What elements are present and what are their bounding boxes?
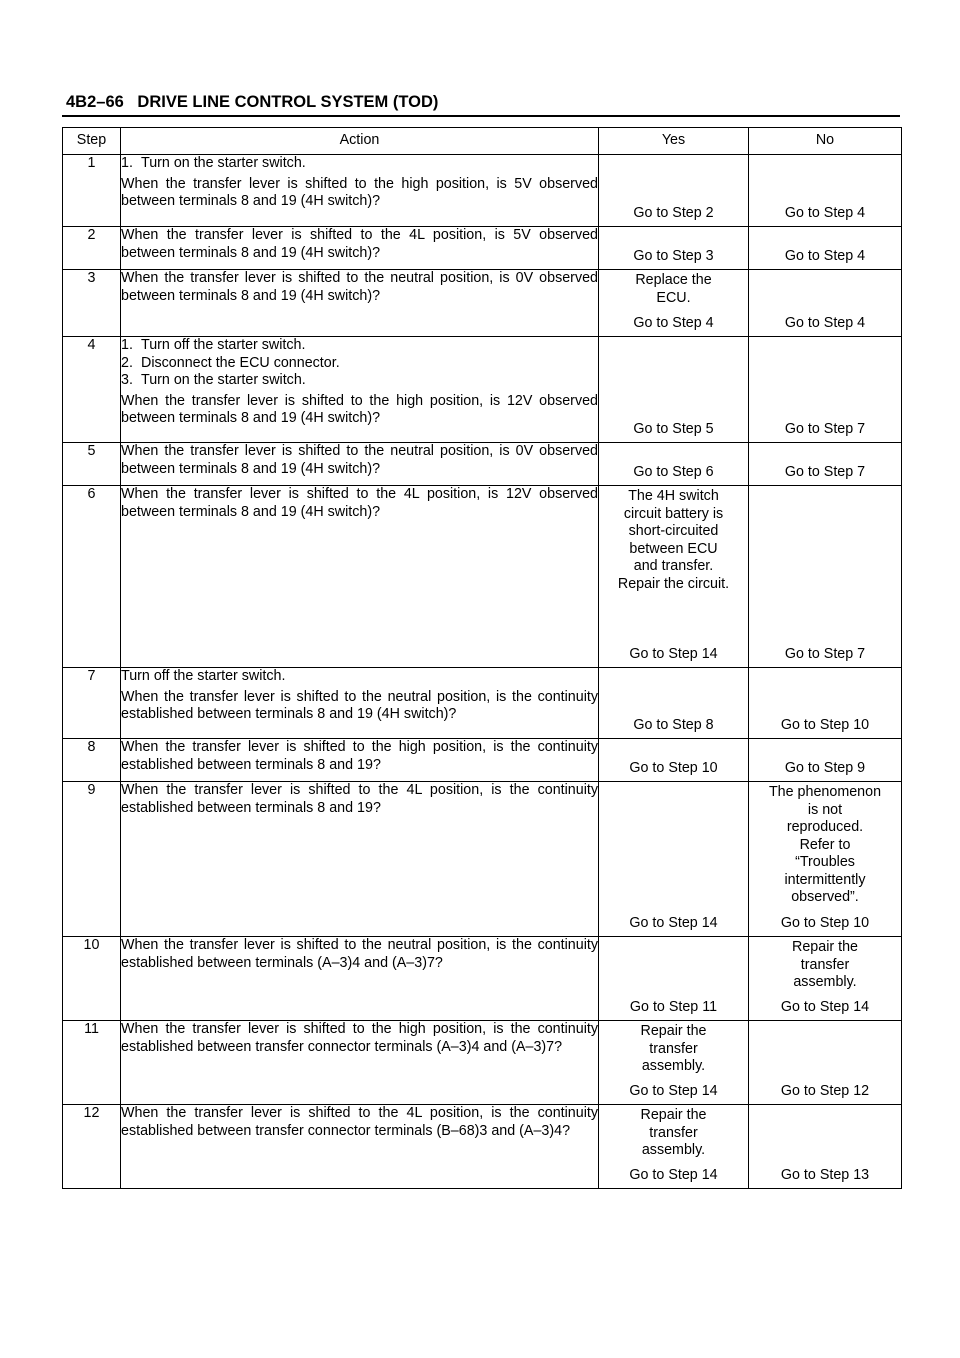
step-number: 4 <box>63 337 121 443</box>
action-cell <box>121 270 599 337</box>
no-result <box>749 227 901 268</box>
table-row <box>63 270 902 337</box>
table-row <box>63 1021 902 1105</box>
yes-result <box>599 1105 748 1187</box>
column-header-step: Step <box>63 128 121 155</box>
no-cell <box>749 668 902 739</box>
no-cell <box>749 782 902 937</box>
action-step-text: Disconnect the ECU connector. <box>141 354 340 371</box>
no-goto-step: Go to Step 4 <box>784 247 866 264</box>
yes-goto-step: Go to Step 6 <box>633 463 714 480</box>
column-header-action: Action <box>121 128 599 155</box>
yes-result <box>599 270 748 335</box>
yes-goto-step: Go to Step 11 <box>629 998 718 1015</box>
no-cell <box>749 270 902 337</box>
no-result <box>749 668 901 737</box>
no-cell <box>749 1021 902 1105</box>
no-cell <box>749 155 902 227</box>
yes-result <box>599 337 748 441</box>
action-step-number: 3. <box>121 372 133 388</box>
action-step-text: Turn on the starter switch. <box>141 155 306 171</box>
yes-cell <box>599 337 749 443</box>
yes-goto-step: Go to Step 14 <box>629 1082 718 1099</box>
action-cell <box>121 337 599 443</box>
table-row <box>63 486 902 668</box>
no-goto-step: Go to Step 7 <box>784 420 866 437</box>
action-question: When the transfer lever is shifted to the neutral position, is 0V observed between terminals 8 and 19 (4H switch)? <box>121 270 598 304</box>
step-number: 11 <box>63 1021 121 1105</box>
action-cell <box>121 227 599 270</box>
step-number: 6 <box>63 486 121 668</box>
yes-cell <box>599 1105 749 1189</box>
no-note: The phenomenon is not reproduced. Refer to “Troubles intermittently observed”. <box>768 784 882 905</box>
no-goto-step: Go to Step 10 <box>780 716 870 733</box>
table-row <box>63 155 902 227</box>
table-row <box>63 782 902 937</box>
no-goto-step: Go to Step 14 <box>780 998 870 1015</box>
no-cell <box>749 937 902 1021</box>
action-cell <box>121 739 599 782</box>
yes-goto-step: Go to Step 14 <box>629 1166 718 1183</box>
table-row <box>63 739 902 782</box>
yes-result <box>599 486 748 666</box>
action-steps <box>121 337 598 390</box>
action-question: When the transfer lever is shifted to the high position, is the continuity established between terminals 8 and 19? <box>121 739 598 773</box>
table-row <box>63 937 902 1021</box>
table-row <box>63 668 902 739</box>
action-question: When the transfer lever is shifted to the 4L position, is 12V observed between terminals 8 and 19 (4H switch)? <box>121 486 598 520</box>
step-number: 10 <box>63 937 121 1021</box>
step-number: 3 <box>63 270 121 337</box>
column-header-no: No <box>749 128 902 155</box>
yes-cell <box>599 227 749 270</box>
no-goto-step: Go to Step 10 <box>780 914 870 931</box>
no-result <box>749 1021 901 1103</box>
table-row <box>63 1105 902 1189</box>
page-title: DRIVE LINE CONTROL SYSTEM (TOD) <box>137 93 439 111</box>
action-cell <box>121 486 599 668</box>
yes-cell <box>599 1021 749 1105</box>
step-number: 9 <box>63 782 121 937</box>
column-header-yes: Yes <box>599 128 749 155</box>
no-result <box>749 443 901 484</box>
yes-result <box>599 739 748 780</box>
step-number: 5 <box>63 443 121 486</box>
yes-goto-step: Go to Step 14 <box>629 914 718 931</box>
action-cell <box>121 1021 599 1105</box>
action-question: When the transfer lever is shifted to the 4L position, is the continuity established between transfer connector terminals (B–68)3 and (A–3)4? <box>121 1105 598 1139</box>
no-goto-step: Go to Step 13 <box>780 1166 870 1183</box>
action-question: When the transfer lever is shifted to the high position, is 5V observed between terminals 8 and 19 (4H switch)? <box>121 175 598 209</box>
no-result <box>749 155 901 225</box>
action-step <box>121 337 598 355</box>
no-result <box>749 782 901 935</box>
action-step-text: Turn off the starter switch. <box>141 337 306 353</box>
yes-result <box>599 155 748 225</box>
action-cell <box>121 443 599 486</box>
no-cell <box>749 486 902 668</box>
yes-result <box>599 227 748 268</box>
page-header <box>66 93 438 112</box>
yes-result <box>599 782 748 935</box>
action-question: When the transfer lever is shifted to the 4L position, is the continuity established between terminals 8 and 19? <box>121 782 598 816</box>
action-question: When the transfer lever is shifted to the high position, is 12V observed between terminals 8 and 19 (4H switch)? <box>121 392 598 426</box>
no-cell <box>749 337 902 443</box>
yes-cell <box>599 782 749 937</box>
no-goto-step: Go to Step 7 <box>784 645 866 662</box>
action-instruction <box>121 155 598 173</box>
action-step <box>121 372 598 390</box>
yes-result <box>599 443 748 484</box>
yes-goto-step: Go to Step 3 <box>633 247 714 264</box>
yes-cell <box>599 739 749 782</box>
step-number: 7 <box>63 668 121 739</box>
no-goto-step: Go to Step 12 <box>780 1082 870 1099</box>
no-result <box>749 1105 901 1187</box>
action-instruction: Turn off the starter switch. <box>121 668 286 684</box>
yes-result <box>599 668 748 737</box>
yes-note: Replace the ECU. <box>635 272 712 306</box>
yes-result <box>599 1021 748 1103</box>
yes-cell <box>599 155 749 227</box>
no-result <box>749 270 901 335</box>
no-goto-step: Go to Step 4 <box>784 314 866 331</box>
header-rule <box>62 115 900 117</box>
no-goto-step: Go to Step 7 <box>784 463 866 480</box>
action-step-text: Turn on the starter switch. <box>141 372 306 388</box>
no-note: Repair the transfer assembly. <box>792 939 858 990</box>
action-cell <box>121 1105 599 1189</box>
yes-cell <box>599 270 749 337</box>
table-row <box>63 337 902 443</box>
step-number: 2 <box>63 227 121 270</box>
page-code: 4B2–66 <box>66 93 124 111</box>
yes-goto-step: Go to Step 8 <box>633 716 714 733</box>
no-cell <box>749 443 902 486</box>
yes-cell <box>599 443 749 486</box>
yes-goto-step: Go to Step 14 <box>629 645 718 662</box>
yes-note: The 4H switch circuit battery is short-circuited between ECU and transfer. Repair the circuit. <box>617 488 730 592</box>
action-step-number: 1. <box>121 155 133 171</box>
table-header-row <box>63 128 902 155</box>
step-number: 8 <box>63 739 121 782</box>
no-cell <box>749 1105 902 1189</box>
yes-note: Repair the transfer assembly. <box>640 1023 707 1074</box>
yes-goto-step: Go to Step 2 <box>633 204 714 221</box>
no-result <box>749 739 901 780</box>
action-cell <box>121 155 599 227</box>
yes-cell <box>599 937 749 1021</box>
action-cell <box>121 782 599 937</box>
yes-result <box>599 937 748 1019</box>
no-cell <box>749 227 902 270</box>
yes-goto-step: Go to Step 5 <box>633 420 714 437</box>
action-step-number: 2. <box>121 354 133 371</box>
action-question: When the transfer lever is shifted to the high position, is the continuity established between transfer connector terminals (A–3)4 and (A–3)7? <box>121 1021 598 1055</box>
yes-goto-step: Go to Step 4 <box>633 314 714 331</box>
action-question: When the transfer lever is shifted to the neutral position, is 0V observed between terminals 8 and 19 (4H switch)? <box>121 443 598 477</box>
step-number: 12 <box>63 1105 121 1189</box>
action-question: When the transfer lever is shifted to the 4L position, is 5V observed between terminals 8 and 19 (4H switch)? <box>121 227 598 261</box>
no-goto-step: Go to Step 4 <box>784 204 866 221</box>
no-result <box>749 486 901 666</box>
no-goto-step: Go to Step 9 <box>784 759 866 776</box>
no-result <box>749 337 901 441</box>
diagnostic-table <box>62 127 902 1189</box>
yes-cell <box>599 668 749 739</box>
action-cell <box>121 668 599 739</box>
yes-cell <box>599 486 749 668</box>
yes-note: Repair the transfer assembly. <box>640 1107 707 1158</box>
no-result <box>749 937 901 1019</box>
table-row <box>63 443 902 486</box>
table-row <box>63 227 902 270</box>
no-cell <box>749 739 902 782</box>
action-question: When the transfer lever is shifted to the neutral position, is the continuity established between terminals (A–3)4 and (A–3)7? <box>121 937 598 971</box>
yes-goto-step: Go to Step 10 <box>629 759 718 776</box>
action-step <box>121 355 598 373</box>
step-number: 1 <box>63 155 121 227</box>
action-question: When the transfer lever is shifted to the neutral position, is the continuity established between terminals 8 and 19 (4H switch)? <box>121 688 598 722</box>
action-step-number: 1. <box>121 337 133 353</box>
action-cell <box>121 937 599 1021</box>
